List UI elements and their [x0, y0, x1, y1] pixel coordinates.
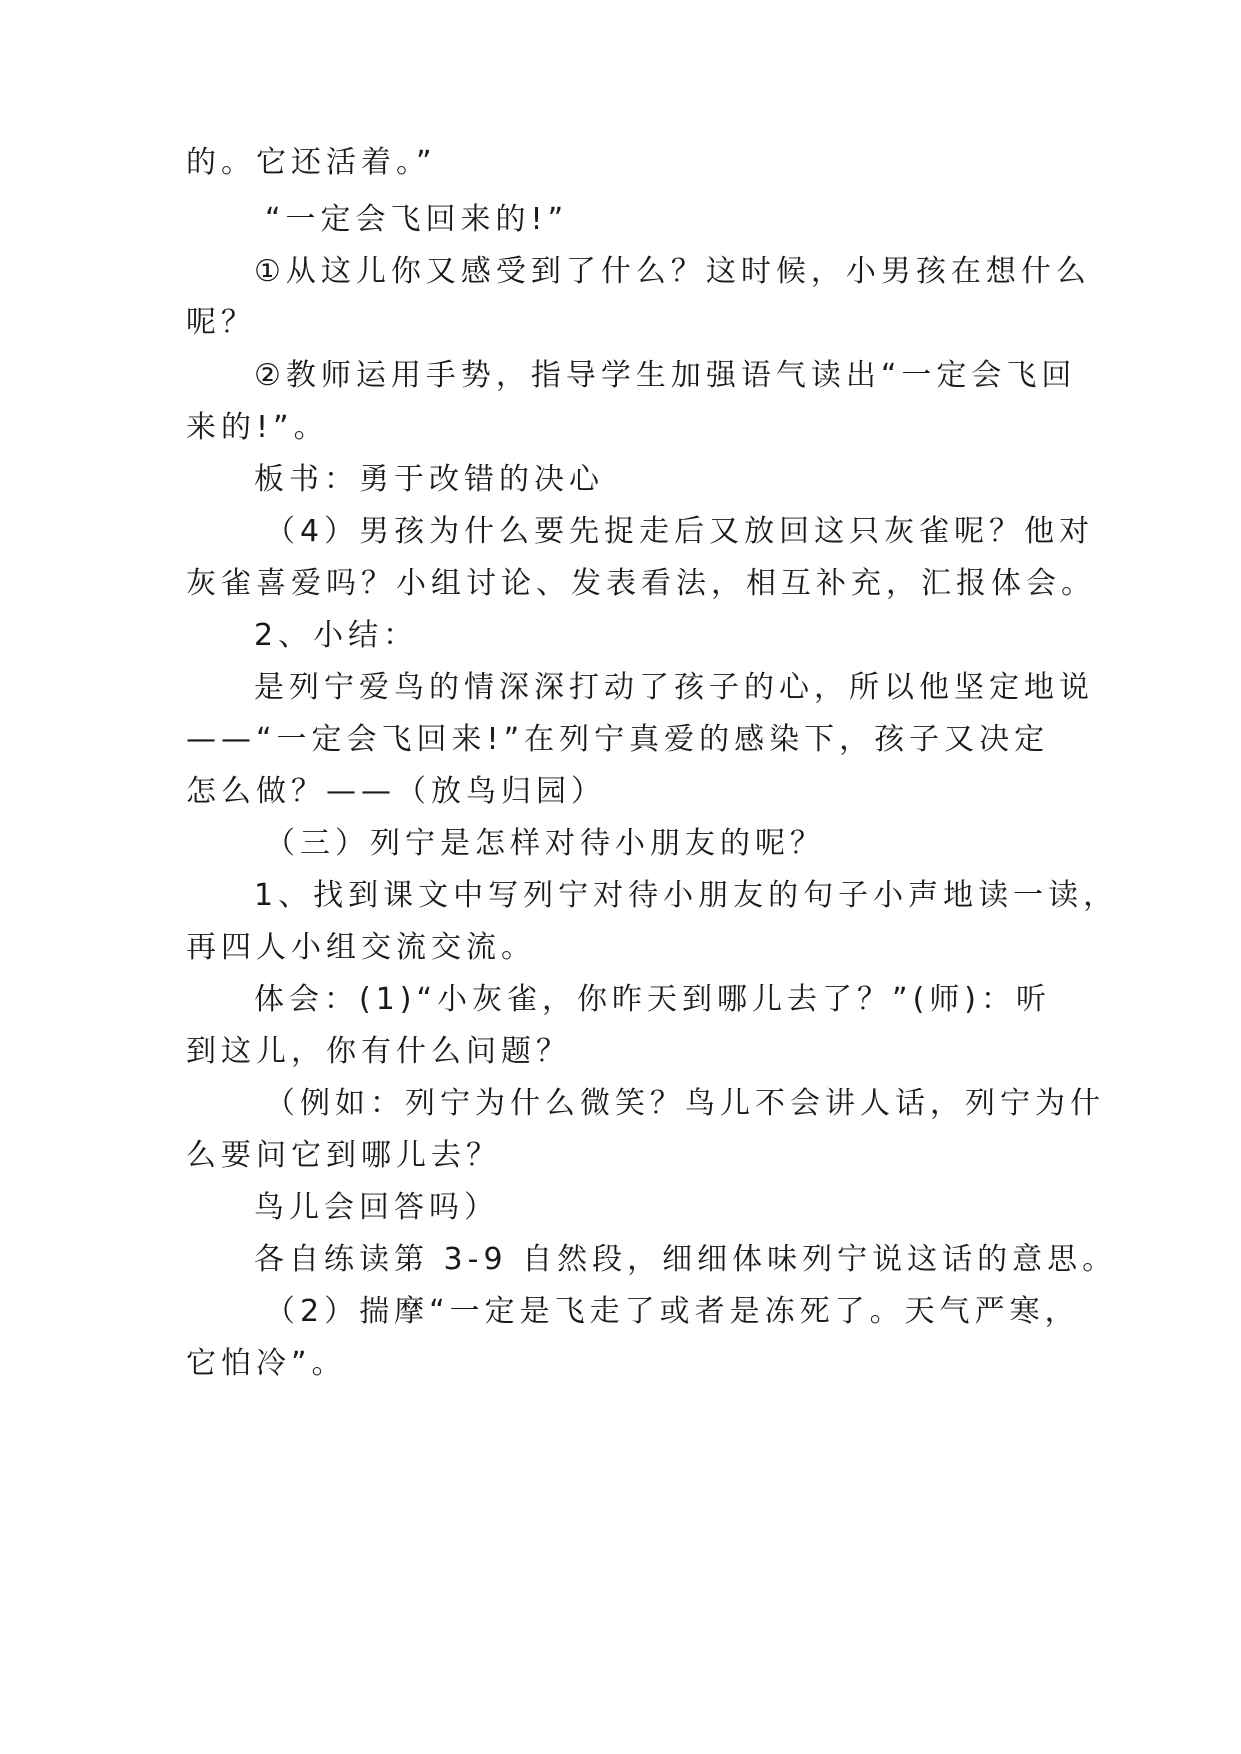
text-line: “一定会飞回来的!” — [265, 202, 569, 237]
text-line: 鸟儿会回答吗） — [254, 1190, 499, 1225]
text-line: 来的!”。 — [186, 410, 329, 445]
text-line: 它怕冷”。 — [186, 1346, 347, 1381]
text-line: ——“一定会飞回来!”在列宁真爱的感染下，孩子又决定 — [186, 722, 1050, 757]
text-line: 到这儿，你有什么问题？ — [186, 1034, 571, 1069]
text-line: 1、找到课文中写列宁对待小朋友的句子小声地读一读， — [254, 878, 1119, 913]
text-line: 是列宁爱鸟的情深深打动了孩子的心，所以他坚定地说 — [254, 670, 1094, 705]
text-line: 么要问它到哪儿去？ — [186, 1138, 501, 1173]
text-line: 呢？ — [186, 305, 256, 340]
text-line: 的。它还活着。” — [186, 145, 437, 180]
text-line: （4）男孩为什么要先捉走后又放回这只灰雀呢？他对 — [265, 514, 1095, 549]
text-line: 再四人小组交流交流。 — [186, 930, 536, 965]
text-line: 2、小结： — [254, 618, 419, 653]
text-line: 体会：(1)“小灰雀，你昨天到哪儿去了？”(师)：听 — [254, 982, 1051, 1017]
text-line: 板书：勇于改错的决心 — [254, 462, 604, 497]
text-line: （三）列宁是怎样对待小朋友的呢？ — [265, 826, 825, 861]
text-line: 怎么做？——（放鸟归园） — [186, 774, 606, 809]
text-line: ①从这儿你又感受到了什么？这时候，小男孩在想什么 — [254, 254, 1091, 289]
text-line: ②教师运用手势，指导学生加强语气读出“一定会飞回 — [254, 358, 1077, 393]
text-line: （2）揣摩“一定是飞走了或者是冻死了。天气严寒， — [265, 1294, 1080, 1329]
text-line: （例如：列宁为什么微笑？鸟儿不会讲人话，列宁为什 — [265, 1086, 1105, 1121]
text-line: 灰雀喜爱吗？小组讨论、发表看法，相互补充，汇报体会。 — [186, 566, 1096, 601]
text-line: 各自练读第 3-9 自然段，细细体味列宁说这话的意思。 — [254, 1242, 1118, 1277]
